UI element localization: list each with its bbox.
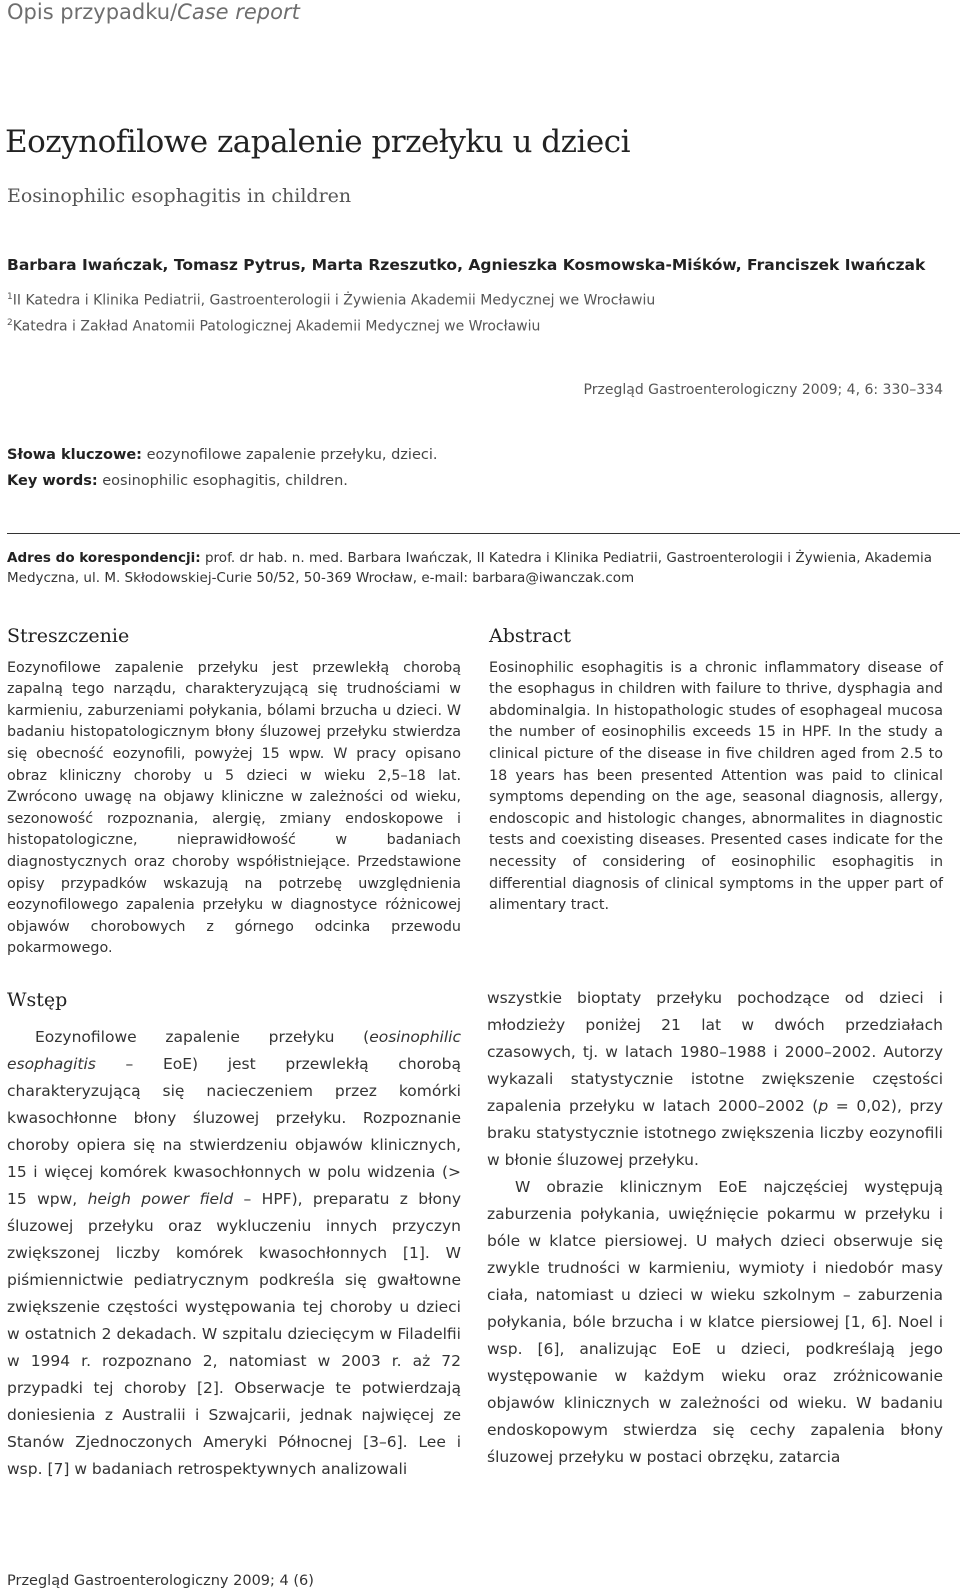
right-column-body (487, 985, 943, 1471)
body-paragraph-2: W obrazie klinicznym EoE najczęściej występują zaburzenia połykania, uwięźnięcie pokarmu w przełyku i bóle w klatce piersiowej. U małych dzieci obserwuje się zwykle trudności w karmieniu, wymioty i niedobór masy ciała, natomiast u dzieci w wieku szkolnym – zaburzenia połykania, bóle brzucha i w klatce piersiowej [1, 6]. Noel i wsp. [6], analizując EoE u dzieci, podkreślają jego występowanie w każdym wieku oraz zróżnicowanie objawów klinicznych w zależności od wieku. W badaniu endoskopowym stwierdza się cechy zapalenia błony śluzowej przełyku w postaci obrzęku, zatarcia (487, 1178, 943, 1466)
streszczenie-section (7, 626, 461, 960)
correspondence (7, 548, 947, 588)
keywords-pl (7, 447, 437, 463)
text-run: wszystkie bioptaty przełyku pochodzące od dzieci i młodzieży poniżej 21 lat w dwóch przedziałach czasowych, tj. w latach 1980–1988 i 2000–2002. Autorzy wykazali statystycznie istotne zwiększenie częstości zapalenia przełyku w latach 2000–2002 ( (487, 989, 943, 1115)
text-run: = 0,02), przy braku statystycznie istotnego zwiększenia liczby eozynofili w błonie śluzowej przełyku. (487, 1097, 943, 1169)
correspondence-label: Adres do korespondencji: (7, 550, 201, 566)
article-subtitle: Eosinophilic esophagitis in children (7, 185, 352, 207)
body-paragraph-1 (487, 985, 943, 1174)
wstep-paragraph (7, 1024, 461, 1483)
article-title: Eozynofilowe zapalenie przełyku u dzieci (5, 124, 630, 160)
italic-term: heigh power field (87, 1190, 234, 1208)
wstep-heading: Wstęp (7, 989, 68, 1011)
text-run: Eozynofilowe zapalenie przełyku ( (35, 1028, 370, 1046)
keywords-pl-text: eozynofilowe zapalenie przełyku, dzieci. (146, 447, 438, 463)
affiliation-1 (7, 292, 655, 309)
abstract-text: Eosinophilic esophagitis is a chronic inflammatory disease of the esophagus in children with failure to thrive, dysphagia and abdominalgia. In histopathologic studes of esophageal mucosa the number of eosinophilis exceeds 15 in HPF. In the study a clinical picture of the disease in five children aged from 2.5 to 18 years has been presented Attention was paid to clinical symptoms depending on the age, seasonal diagnosis, allergy, endoscopic and histologic changes, abnormalites in diagnostic tests and coexisting diseases. Presented cases indicate for the necessity of considering of eosinophilic esophagitis in differential diagnosis of clinical symptoms in the upper part of alimentary tract. (489, 659, 943, 914)
affiliation-text: Katedra i Zakład Anatomii Patologicznej Akademii Medycznej we Wrocławiu (12, 318, 541, 335)
streszczenie-heading: Streszczenie (7, 625, 130, 647)
italic-term: p (818, 1097, 829, 1115)
section-label-en: Case report (177, 0, 300, 24)
correspondence-text: prof. dr hab. n. med. Barbara Iwańczak, II Katedra i Klinika Pediatrii, Gastroenterologii i Żywienia, Akademia Medyczna, ul. M. Skłodowskiej-Curie 50/52, 50-369 Wrocław, e-mail: barbara@iwanczak.com (7, 550, 932, 586)
affiliation-text: II Katedra i Klinika Pediatrii, Gastroenterologii i Żywienia Akademii Medycznej we Wrocławiu (12, 292, 656, 309)
streszczenie-text: Eozynofilowe zapalenie przełyku jest przewlekłą chorobą zapalną tego narządu, charakteryzującą się trudnościami w karmieniu, zaburzeniami połykania, bólami brzucha u dzieci. W badaniu histopatologicznym błony śluzowej przełyku stwierdza się obecność eozynofili, powyżej 15 wpw. W pracy opisano obraz kliniczny choroby u 5 dzieci w wieku 2,5–18 lat. Zwrócono uwagę na objawy kliniczne w zależności od wieku, sezonowość rozpoznania, alergię, zmiany endoskopowe i histopatologiczne, nieprawidłowość w badaniach diagnostycznych oraz choroby współistniejące. Przedstawione opisy przypadków wskazują na potrzebę uwzględnienia eozynofilowego zapalenia przełyku w diagnostyce różnicowej objawów chorobowych z górnego odcinka przewodu pokarmowego. (7, 659, 461, 957)
abstract-section (489, 626, 943, 917)
divider (7, 533, 960, 534)
page-footer: Przegląd Gastroenterologiczny 2009; 4 (6) (7, 1573, 314, 1589)
text-run: – HPF), preparatu z błony śluzowej przełyku oraz wykluczeniu innych przyczyn zwiększonej liczby komórek kwasochłonnych [1]. W piśmiennictwie pediatrycznym podkreśla się gwałtowne zwiększenie częstości występowania tej choroby u dzieci w ostatnich 2 dekadach. W szpitalu dziecięcym w Filadelfii w 1994 r. rozpoznano 2, natomiast w 2003 r. aż 72 przypadki tej choroby [2]. Obserwacje te potwierdzają doniesienia z Australii i Szwajcarii, jednak najwięcej ze Stanów Zjednoczonych Ameryki Północnej [3–6]. Lee i wsp. [7] w badaniach retrospektywnych analizowali (7, 1190, 461, 1478)
italic-term: eosinophilic esophagitis (7, 1028, 461, 1073)
affiliation-number: 2 (7, 318, 13, 328)
keywords-en-text: eosinophilic esophagitis, children. (102, 473, 348, 489)
section-label (7, 0, 300, 24)
abstract-heading: Abstract (489, 625, 571, 647)
wstep-section (7, 987, 461, 1483)
affiliation-number: 1 (7, 292, 13, 302)
text-run: – EoE) jest przewlekłą chorobą charakteryzującą się nacieczeniem przez komórki kwasochłonne błony śluzowej przełyku. Rozpoznanie choroby opiera się na stwierdzeniu objawów klinicznych, 15 i więcej komórek kwasochłonnych w polu widzenia (> 15 wpw, (7, 1055, 461, 1208)
keywords-en-label: Key words: (7, 473, 98, 489)
journal-citation: Przegląd Gastroenterologiczny 2009; 4, 6: 330–334 (583, 382, 943, 398)
section-label-pl: Opis przypadku/ (7, 0, 178, 24)
keywords-pl-label: Słowa kluczowe: (7, 447, 142, 463)
keywords-en (7, 473, 348, 489)
authors: Barbara Iwańczak, Tomasz Pytrus, Marta Rzeszutko, Agnieszka Kosmowska-Miśków, Franciszek Iwańczak (7, 256, 926, 274)
affiliation-2 (7, 318, 540, 335)
